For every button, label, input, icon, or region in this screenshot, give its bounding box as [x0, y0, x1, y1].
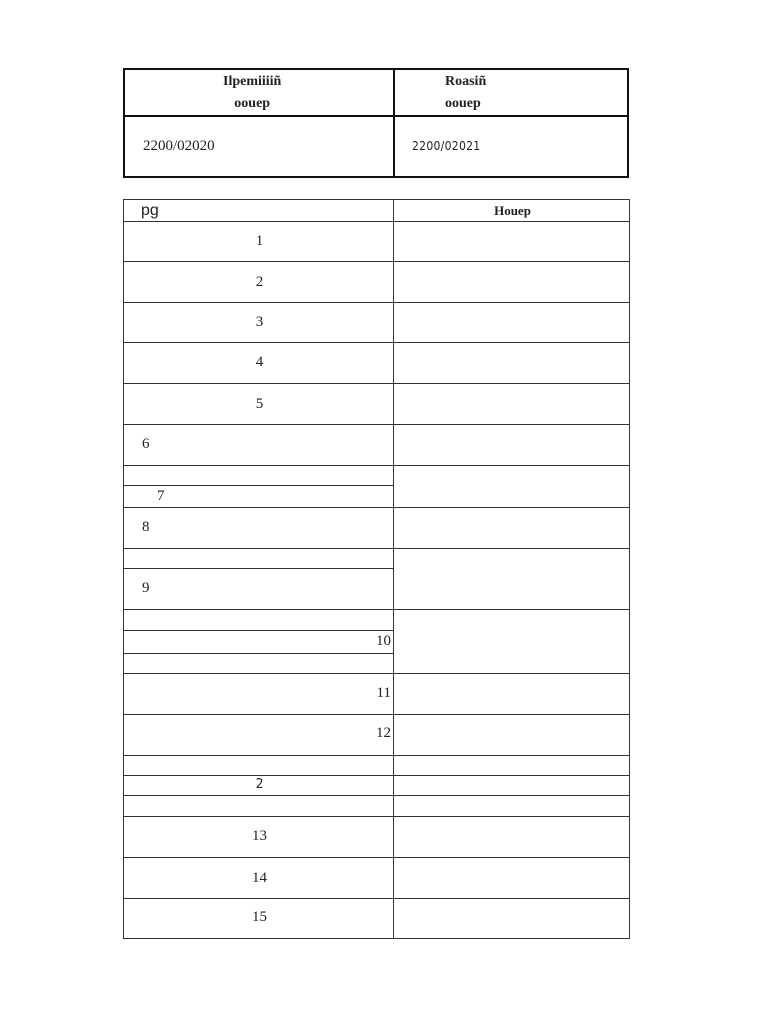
row-number: 11 [376, 685, 391, 701]
row-number: 7 [157, 488, 165, 504]
table-row [123, 507, 394, 549]
row-number: 4 [255, 354, 264, 370]
column-header-pg: pg [141, 202, 159, 219]
table-cell-empty [123, 653, 394, 674]
header-right-title-line1: Roasiñ [445, 74, 487, 89]
table-cell-empty [123, 548, 394, 569]
table-cell-empty [123, 609, 394, 631]
table-row [123, 383, 394, 425]
header-left-value: 2200/02020 [143, 138, 215, 154]
table-cell-empty [393, 261, 630, 303]
header-divider-vertical [393, 70, 395, 176]
document-header-table [123, 68, 629, 178]
column-header-houep: Houep [494, 203, 531, 218]
table-row [123, 857, 394, 899]
table-cell-empty [393, 507, 630, 549]
table-cell-empty [393, 898, 630, 939]
table-cell-empty [393, 714, 630, 756]
table-cell-empty [393, 857, 630, 899]
table-cell-empty [123, 465, 394, 486]
table-cell-empty [393, 548, 630, 610]
header-right-title-line2: oouep [445, 96, 481, 111]
table-cell-empty [123, 795, 394, 817]
row-number: 2 [255, 777, 264, 792]
table-cell-empty [393, 302, 630, 343]
table-row [123, 714, 394, 756]
row-number: 15 [252, 909, 267, 925]
table-row [123, 261, 394, 303]
table-row [123, 673, 394, 715]
table-cell-empty [393, 775, 630, 796]
table-cell-empty [393, 816, 630, 858]
table-cell-empty [393, 795, 630, 817]
row-number: 13 [252, 828, 267, 844]
table-cell-empty [393, 673, 630, 715]
table-row [123, 221, 394, 262]
table-row [123, 898, 394, 939]
header-left-title [223, 71, 281, 115]
row-number: 9 [142, 580, 150, 596]
row-number: 6 [142, 436, 150, 452]
table-header-cell-2 [393, 199, 630, 222]
table-row [123, 568, 394, 610]
header-left-title-line2: oouep [234, 96, 271, 111]
row-number: 10 [376, 633, 391, 649]
table-cell-empty [393, 465, 630, 508]
table-row [123, 816, 394, 858]
table-cell-empty [393, 221, 630, 262]
table-cell-empty [123, 755, 394, 776]
table-row [123, 424, 394, 466]
row-number: 8 [142, 519, 150, 535]
row-number: 5 [255, 396, 264, 412]
table-header-cell-1 [123, 199, 394, 222]
table-row [123, 485, 394, 508]
table-cell-empty [393, 609, 630, 674]
header-right-value: 2200/02021 [412, 139, 481, 153]
table-cell-empty [393, 424, 630, 466]
row-number: 1 [255, 233, 264, 249]
header-divider-horizontal [125, 115, 627, 117]
header-right-title [445, 71, 486, 115]
table-row [123, 302, 394, 343]
header-left-title-line1: Ilpemiiiiñ [223, 74, 282, 89]
row-number: 2 [255, 274, 264, 290]
row-number: 3 [255, 314, 264, 330]
table-row [123, 630, 394, 654]
table-row [123, 775, 394, 796]
table-cell-empty [393, 383, 630, 425]
table-cell-empty [393, 755, 630, 776]
table-cell-empty [393, 342, 630, 384]
row-number: 14 [252, 870, 267, 886]
main-table [123, 199, 630, 939]
row-number: 12 [376, 725, 391, 741]
table-row [123, 342, 394, 384]
